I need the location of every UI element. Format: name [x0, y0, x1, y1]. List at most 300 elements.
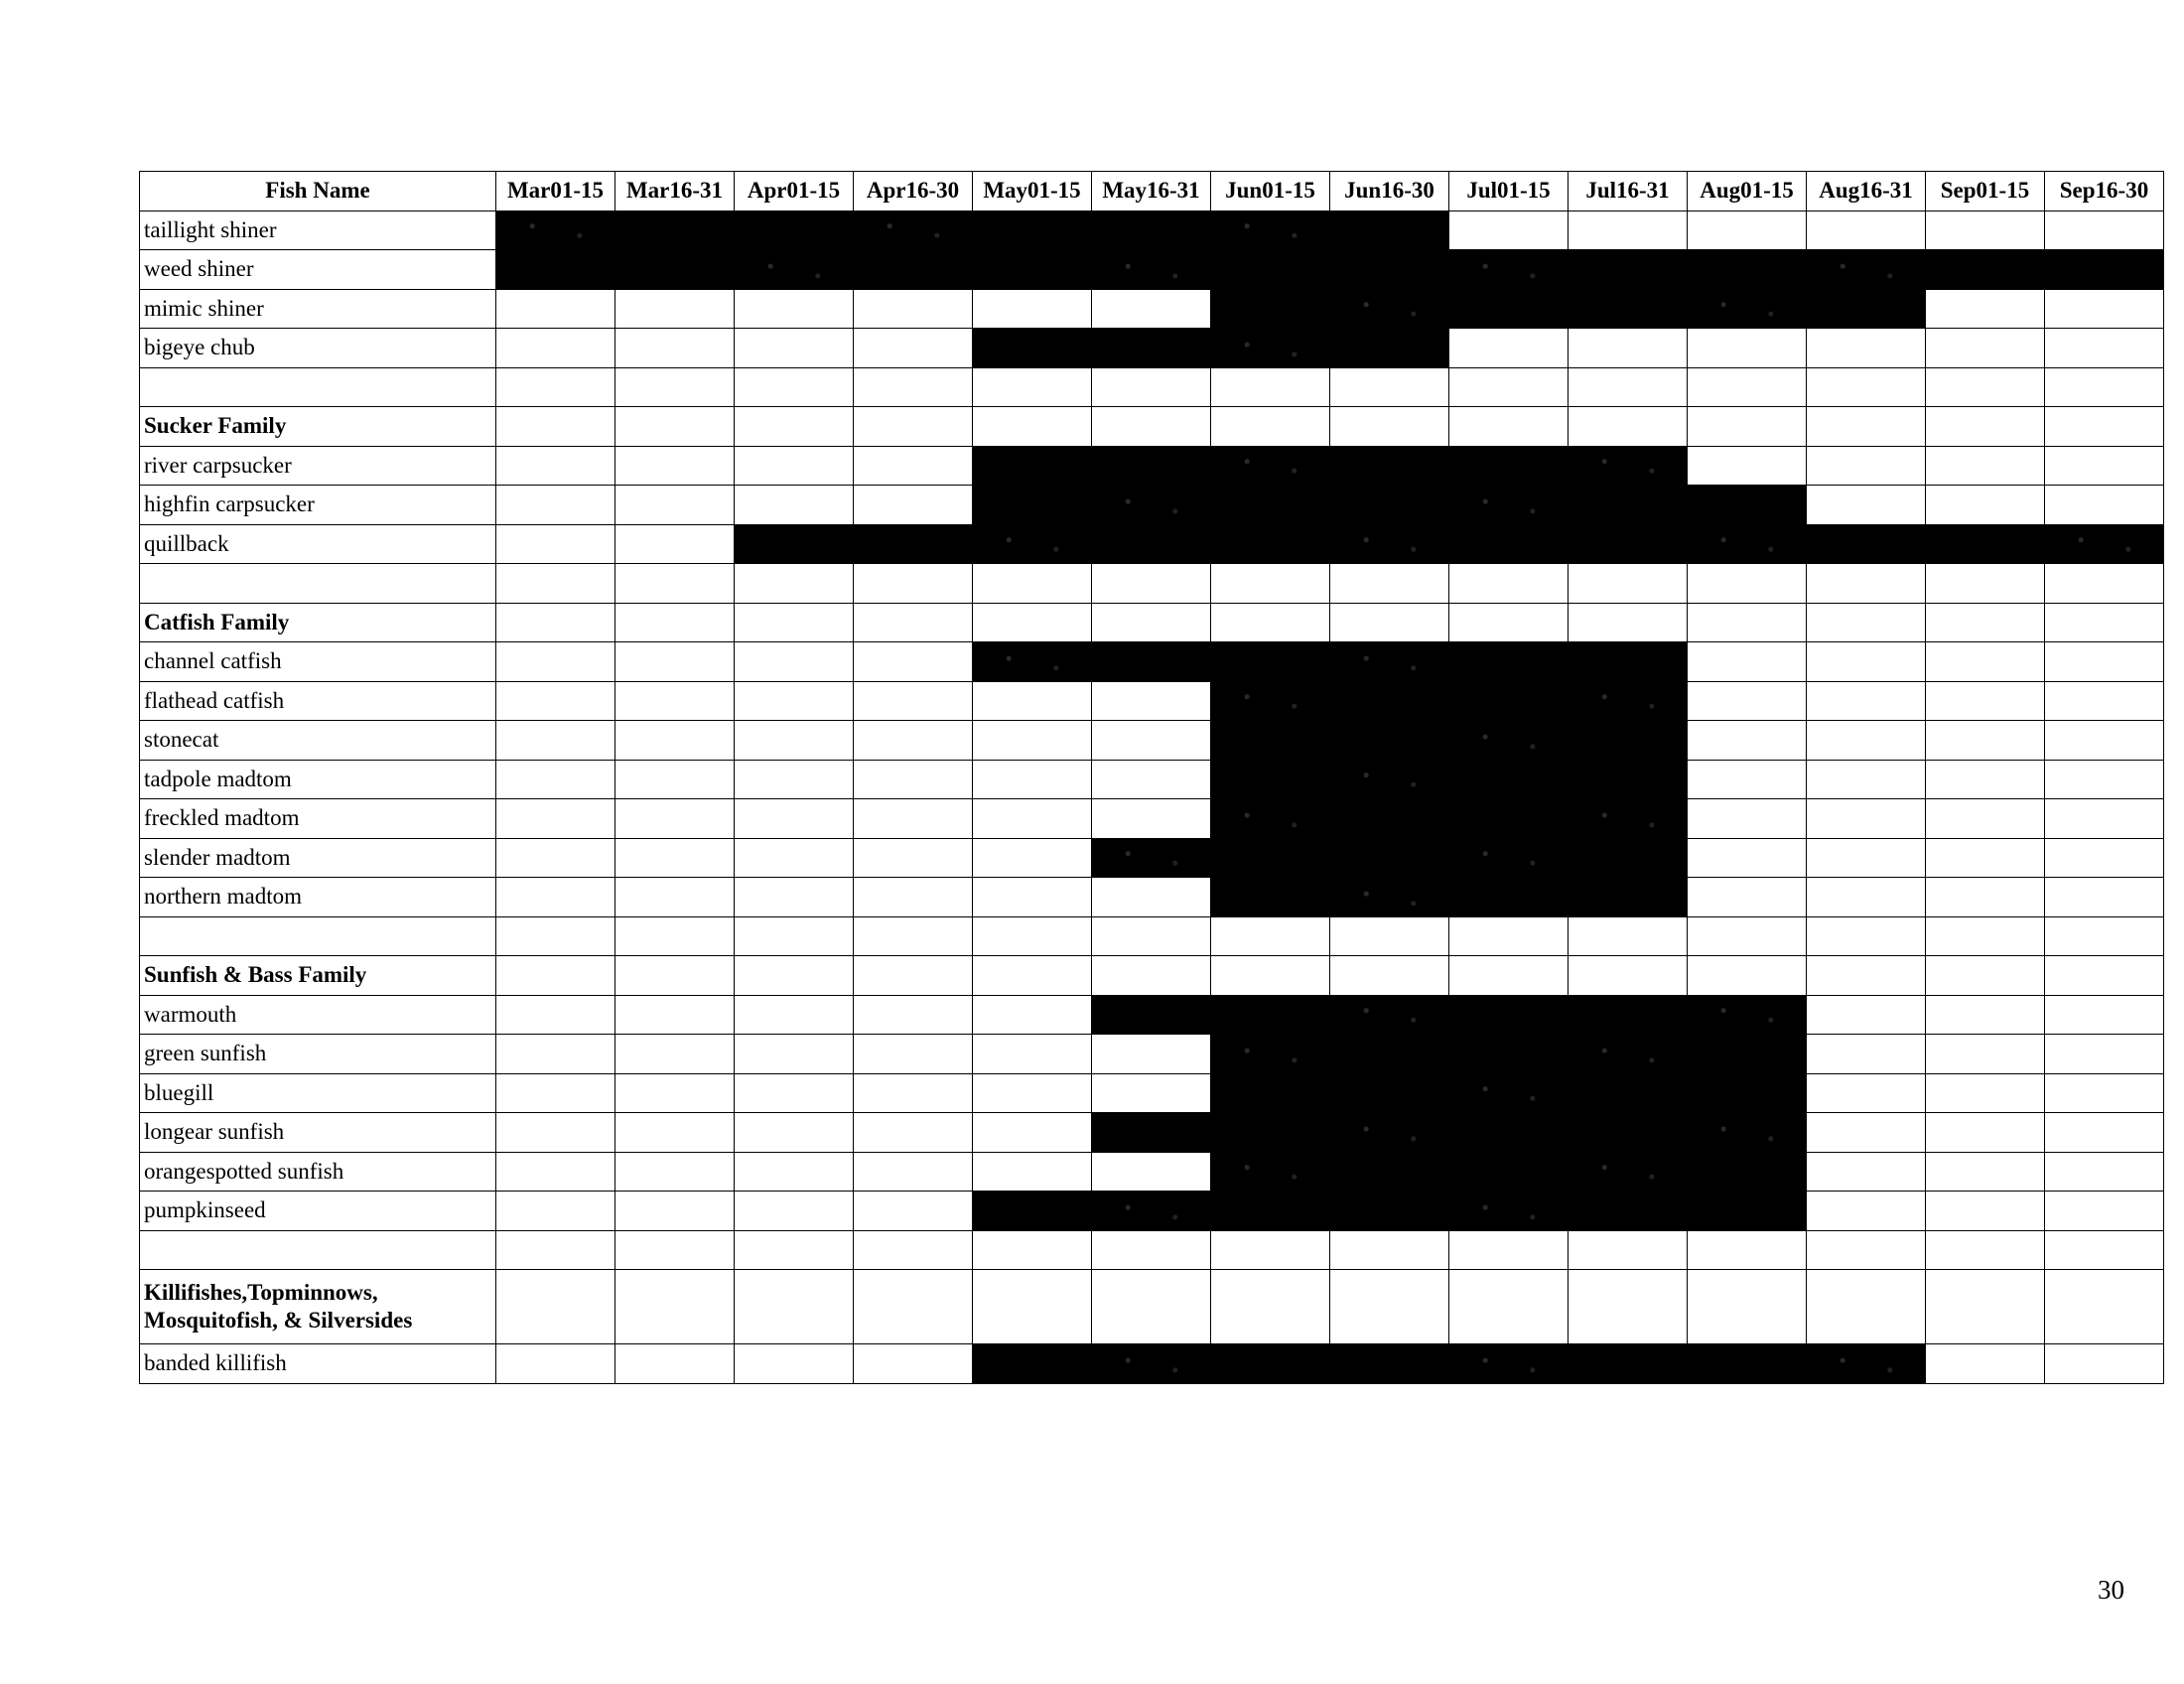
- active-period-cell: [1688, 1344, 1807, 1384]
- period-cell: [1926, 1152, 2045, 1192]
- period-cell: [496, 642, 615, 682]
- active-period-cell: [1330, 760, 1449, 799]
- period-cell: [854, 1192, 973, 1231]
- active-period-cell: [1688, 1035, 1807, 1074]
- period-cell: [973, 1270, 1092, 1344]
- period-cell: [496, 878, 615, 917]
- active-period-cell: [1211, 1152, 1330, 1192]
- active-period-cell: [735, 524, 854, 564]
- active-period-cell: [1807, 289, 1926, 329]
- period-cell: [615, 878, 735, 917]
- period-cell: [735, 329, 854, 368]
- period-cell: [1688, 603, 1807, 642]
- period-cell: [854, 486, 973, 525]
- period-cell: [1211, 564, 1330, 604]
- active-period-cell: [1569, 995, 1688, 1035]
- period-cell: [1807, 1230, 1926, 1270]
- period-cell: [854, 681, 973, 721]
- fish-row: [140, 486, 2164, 525]
- period-cell: [2045, 1270, 2164, 1344]
- active-period-cell: [496, 210, 615, 250]
- period-cell: [1569, 407, 1688, 447]
- period-cell: [1807, 1152, 1926, 1192]
- active-period-cell: [1449, 1073, 1569, 1113]
- period-cell: [735, 681, 854, 721]
- period-cell: [1211, 603, 1330, 642]
- period-cell: [496, 603, 615, 642]
- period-cell: [854, 407, 973, 447]
- period-cell: [973, 721, 1092, 761]
- active-period-cell: [1330, 1073, 1449, 1113]
- period-cell: [1688, 760, 1807, 799]
- period-cell: [854, 878, 973, 917]
- period-cell: [854, 1270, 973, 1344]
- active-period-cell: [1211, 210, 1330, 250]
- period-cell: [2045, 642, 2164, 682]
- period-cell: [1330, 956, 1449, 996]
- period-cell: [854, 289, 973, 329]
- active-period-cell: [1330, 1113, 1449, 1153]
- period-cell: [1688, 210, 1807, 250]
- period-cell: [1211, 1230, 1330, 1270]
- active-period-cell: [1092, 995, 1211, 1035]
- active-period-cell: [1211, 838, 1330, 878]
- period-cell: [1926, 289, 2045, 329]
- period-cell: [1807, 995, 1926, 1035]
- period-cell: [615, 1230, 735, 1270]
- period-cell: [854, 1152, 973, 1192]
- period-cell: [1569, 329, 1688, 368]
- active-period-cell: [1688, 524, 1807, 564]
- period-cell: [1926, 838, 2045, 878]
- active-period-cell: [1211, 799, 1330, 839]
- period-cell: [1449, 956, 1569, 996]
- fish-name: [140, 367, 496, 407]
- period-cell: [1449, 329, 1569, 368]
- period-cell: [1807, 878, 1926, 917]
- period-cell: [1688, 367, 1807, 407]
- period-cell: [1688, 1230, 1807, 1270]
- period-cell: [735, 446, 854, 486]
- period-cell: [1092, 564, 1211, 604]
- active-period-cell: [1330, 642, 1449, 682]
- period-cell: [1807, 681, 1926, 721]
- period-cell: [615, 289, 735, 329]
- period-cell: [973, 878, 1092, 917]
- period-cell: [735, 916, 854, 956]
- active-period-cell: [1569, 1344, 1688, 1384]
- period-cell: [615, 799, 735, 839]
- period-cell: [1092, 1152, 1211, 1192]
- period-cell: [2045, 916, 2164, 956]
- family-row: [140, 407, 2164, 447]
- period-header: Apr01-15: [735, 172, 854, 211]
- active-period-cell: [1449, 681, 1569, 721]
- period-cell: [615, 760, 735, 799]
- period-cell: [496, 407, 615, 447]
- fish-name: longear sunfish: [140, 1113, 496, 1153]
- period-cell: [735, 1270, 854, 1344]
- period-cell: [1926, 642, 2045, 682]
- active-period-cell: [1092, 329, 1211, 368]
- fish-name: [140, 916, 496, 956]
- period-cell: [1092, 799, 1211, 839]
- active-period-cell: [1688, 1152, 1807, 1192]
- active-period-cell: [2045, 250, 2164, 290]
- period-cell: [615, 995, 735, 1035]
- fish-name: northern madtom: [140, 878, 496, 917]
- period-cell: [2045, 446, 2164, 486]
- period-cell: [735, 1073, 854, 1113]
- period-cell: [496, 367, 615, 407]
- period-cell: [496, 1035, 615, 1074]
- period-cell: [2045, 1073, 2164, 1113]
- active-period-cell: [735, 250, 854, 290]
- period-cell: [615, 367, 735, 407]
- period-cell: [1926, 1192, 2045, 1231]
- period-cell: [2045, 1152, 2164, 1192]
- period-header: Mar16-31: [615, 172, 735, 211]
- fish-row: [140, 1113, 2164, 1153]
- period-cell: [973, 603, 1092, 642]
- fish-name: orangespotted sunfish: [140, 1152, 496, 1192]
- period-header: Jun16-30: [1330, 172, 1449, 211]
- period-cell: [1330, 564, 1449, 604]
- active-period-cell: [1569, 524, 1688, 564]
- period-cell: [973, 1073, 1092, 1113]
- period-cell: [735, 799, 854, 839]
- fish-row: [140, 446, 2164, 486]
- period-header: Jun01-15: [1211, 172, 1330, 211]
- period-cell: [1092, 289, 1211, 329]
- fish-row: [140, 289, 2164, 329]
- period-cell: [735, 878, 854, 917]
- fish-row: [140, 799, 2164, 839]
- active-period-cell: [1211, 760, 1330, 799]
- fish-row: [140, 250, 2164, 290]
- period-cell: [854, 916, 973, 956]
- active-period-cell: [615, 210, 735, 250]
- period-cell: [1092, 1073, 1211, 1113]
- active-period-cell: [1211, 878, 1330, 917]
- active-period-cell: [854, 250, 973, 290]
- active-period-cell: [1211, 1035, 1330, 1074]
- period-cell: [1569, 956, 1688, 996]
- period-cell: [2045, 1192, 2164, 1231]
- period-cell: [854, 1113, 973, 1153]
- period-cell: [1569, 1230, 1688, 1270]
- active-period-cell: [1211, 1073, 1330, 1113]
- period-cell: [735, 721, 854, 761]
- family-row: [140, 1270, 2164, 1344]
- period-cell: [1449, 407, 1569, 447]
- fish-name: quillback: [140, 524, 496, 564]
- active-period-cell: [1688, 1113, 1807, 1153]
- period-cell: [735, 1192, 854, 1231]
- period-cell: [1807, 1035, 1926, 1074]
- active-period-cell: [2045, 524, 2164, 564]
- active-period-cell: [973, 486, 1092, 525]
- period-cell: [615, 446, 735, 486]
- period-cell: [1926, 367, 2045, 407]
- fish-name: slender madtom: [140, 838, 496, 878]
- active-period-cell: [1092, 486, 1211, 525]
- period-cell: [496, 1270, 615, 1344]
- period-cell: [1092, 681, 1211, 721]
- fish-row: [140, 642, 2164, 682]
- period-cell: [1688, 838, 1807, 878]
- period-cell: [1688, 799, 1807, 839]
- active-period-cell: [1569, 878, 1688, 917]
- active-period-cell: [1569, 446, 1688, 486]
- period-cell: [1092, 760, 1211, 799]
- active-period-cell: [1926, 524, 2045, 564]
- period-header: Mar01-15: [496, 172, 615, 211]
- active-period-cell: [1211, 329, 1330, 368]
- fish-name: river carpsucker: [140, 446, 496, 486]
- period-cell: [1926, 564, 2045, 604]
- active-period-cell: [1926, 250, 2045, 290]
- fish-name: green sunfish: [140, 1035, 496, 1074]
- active-period-cell: [1569, 642, 1688, 682]
- family-name: Catfish Family: [140, 603, 496, 642]
- active-period-cell: [1211, 721, 1330, 761]
- active-period-cell: [1688, 250, 1807, 290]
- period-cell: [496, 681, 615, 721]
- period-cell: [2045, 210, 2164, 250]
- period-cell: [1807, 916, 1926, 956]
- period-cell: [735, 603, 854, 642]
- period-cell: [615, 1270, 735, 1344]
- period-cell: [1926, 1270, 2045, 1344]
- period-cell: [2045, 564, 2164, 604]
- period-cell: [1569, 564, 1688, 604]
- active-period-cell: [1449, 760, 1569, 799]
- period-cell: [854, 564, 973, 604]
- period-cell: [2045, 486, 2164, 525]
- period-cell: [1688, 1270, 1807, 1344]
- active-period-cell: [1092, 446, 1211, 486]
- period-cell: [615, 1344, 735, 1384]
- period-cell: [1926, 329, 2045, 368]
- active-period-cell: [1330, 995, 1449, 1035]
- active-period-cell: [1092, 250, 1211, 290]
- active-period-cell: [1569, 838, 1688, 878]
- active-period-cell: [1330, 838, 1449, 878]
- period-cell: [496, 1152, 615, 1192]
- active-period-cell: [1688, 995, 1807, 1035]
- period-cell: [496, 838, 615, 878]
- period-cell: [1688, 407, 1807, 447]
- period-cell: [2045, 329, 2164, 368]
- fish-row: [140, 760, 2164, 799]
- active-period-cell: [1211, 995, 1330, 1035]
- active-period-cell: [1330, 721, 1449, 761]
- period-cell: [973, 564, 1092, 604]
- period-cell: [1211, 956, 1330, 996]
- active-period-cell: [1449, 1192, 1569, 1231]
- fish-name: stonecat: [140, 721, 496, 761]
- period-cell: [2045, 1035, 2164, 1074]
- active-period-cell: [1092, 210, 1211, 250]
- period-cell: [1807, 1113, 1926, 1153]
- period-cell: [615, 1113, 735, 1153]
- period-cell: [973, 916, 1092, 956]
- period-cell: [735, 1113, 854, 1153]
- period-cell: [496, 956, 615, 996]
- fish-row: [140, 1192, 2164, 1231]
- period-cell: [2045, 760, 2164, 799]
- period-cell: [735, 642, 854, 682]
- fish-name: weed shiner: [140, 250, 496, 290]
- period-cell: [1807, 1073, 1926, 1113]
- fish-row: [140, 1035, 2164, 1074]
- period-header: May01-15: [973, 172, 1092, 211]
- period-cell: [496, 289, 615, 329]
- period-header: May16-31: [1092, 172, 1211, 211]
- active-period-cell: [1330, 799, 1449, 839]
- period-cell: [973, 1230, 1092, 1270]
- period-cell: [973, 995, 1092, 1035]
- period-cell: [854, 995, 973, 1035]
- period-cell: [1330, 1270, 1449, 1344]
- period-cell: [1092, 367, 1211, 407]
- active-period-cell: [1330, 1192, 1449, 1231]
- period-cell: [1449, 210, 1569, 250]
- active-period-cell: [1688, 1192, 1807, 1231]
- active-period-cell: [615, 250, 735, 290]
- active-period-cell: [1449, 486, 1569, 525]
- period-cell: [496, 524, 615, 564]
- period-cell: [854, 329, 973, 368]
- period-cell: [1807, 838, 1926, 878]
- period-cell: [615, 838, 735, 878]
- period-cell: [615, 486, 735, 525]
- period-cell: [1092, 407, 1211, 447]
- period-cell: [735, 1344, 854, 1384]
- fish-name: taillight shiner: [140, 210, 496, 250]
- fish-row: [140, 524, 2164, 564]
- period-cell: [1092, 956, 1211, 996]
- fish-name: pumpkinseed: [140, 1192, 496, 1231]
- period-cell: [1807, 956, 1926, 996]
- period-cell: [615, 1192, 735, 1231]
- active-period-cell: [973, 642, 1092, 682]
- active-period-cell: [1569, 1035, 1688, 1074]
- fish-row: [140, 210, 2164, 250]
- active-period-cell: [1569, 486, 1688, 525]
- period-cell: [2045, 367, 2164, 407]
- period-cell: [854, 367, 973, 407]
- period-cell: [496, 1113, 615, 1153]
- period-cell: [615, 407, 735, 447]
- active-period-cell: [1688, 289, 1807, 329]
- active-period-cell: [1569, 681, 1688, 721]
- period-cell: [496, 1344, 615, 1384]
- period-cell: [973, 1035, 1092, 1074]
- period-cell: [1807, 1270, 1926, 1344]
- period-cell: [496, 721, 615, 761]
- period-cell: [1092, 916, 1211, 956]
- period-cell: [735, 367, 854, 407]
- period-cell: [854, 838, 973, 878]
- fish-row: [140, 1344, 2164, 1384]
- period-cell: [1211, 407, 1330, 447]
- period-cell: [1807, 210, 1926, 250]
- period-cell: [1926, 956, 2045, 996]
- fish-name: bigeye chub: [140, 329, 496, 368]
- period-cell: [735, 760, 854, 799]
- active-period-cell: [1211, 289, 1330, 329]
- fish-name: bluegill: [140, 1073, 496, 1113]
- active-period-cell: [1449, 995, 1569, 1035]
- period-cell: [1688, 446, 1807, 486]
- active-period-cell: [1211, 642, 1330, 682]
- period-cell: [735, 289, 854, 329]
- active-period-cell: [1449, 838, 1569, 878]
- period-cell: [1688, 956, 1807, 996]
- active-period-cell: [973, 329, 1092, 368]
- period-cell: [2045, 1113, 2164, 1153]
- period-cell: [1330, 367, 1449, 407]
- period-cell: [2045, 995, 2164, 1035]
- fish-name: flathead catfish: [140, 681, 496, 721]
- period-cell: [735, 838, 854, 878]
- period-cell: [496, 486, 615, 525]
- spacer-row: [140, 564, 2164, 604]
- active-period-cell: [1330, 681, 1449, 721]
- period-cell: [1807, 564, 1926, 604]
- period-cell: [615, 916, 735, 956]
- fish-row: [140, 878, 2164, 917]
- period-cell: [1092, 1230, 1211, 1270]
- period-cell: [2045, 956, 2164, 996]
- period-cell: [1807, 367, 1926, 407]
- period-cell: [1807, 486, 1926, 525]
- header-row: [140, 172, 2164, 211]
- family-name: Sunfish & Bass Family: [140, 956, 496, 996]
- period-cell: [1926, 1344, 2045, 1384]
- fish-row: [140, 329, 2164, 368]
- period-cell: [1688, 916, 1807, 956]
- fish-row: [140, 995, 2164, 1035]
- period-cell: [854, 446, 973, 486]
- period-cell: [1449, 1230, 1569, 1270]
- period-cell: [735, 1035, 854, 1074]
- active-period-cell: [1449, 1035, 1569, 1074]
- fish-row: [140, 1073, 2164, 1113]
- period-cell: [1569, 603, 1688, 642]
- period-cell: [1926, 210, 2045, 250]
- active-period-cell: [1330, 878, 1449, 917]
- period-cell: [854, 1230, 973, 1270]
- period-cell: [854, 1344, 973, 1384]
- period-cell: [1449, 367, 1569, 407]
- period-cell: [1569, 1270, 1688, 1344]
- active-period-cell: [854, 524, 973, 564]
- period-cell: [1688, 878, 1807, 917]
- period-cell: [1330, 916, 1449, 956]
- period-cell: [735, 995, 854, 1035]
- active-period-cell: [1569, 799, 1688, 839]
- active-period-cell: [1330, 250, 1449, 290]
- active-period-cell: [1092, 1344, 1211, 1384]
- period-cell: [973, 1113, 1092, 1153]
- period-cell: [1926, 1035, 2045, 1074]
- active-period-cell: [1569, 289, 1688, 329]
- period-cell: [1926, 721, 2045, 761]
- period-cell: [1926, 799, 2045, 839]
